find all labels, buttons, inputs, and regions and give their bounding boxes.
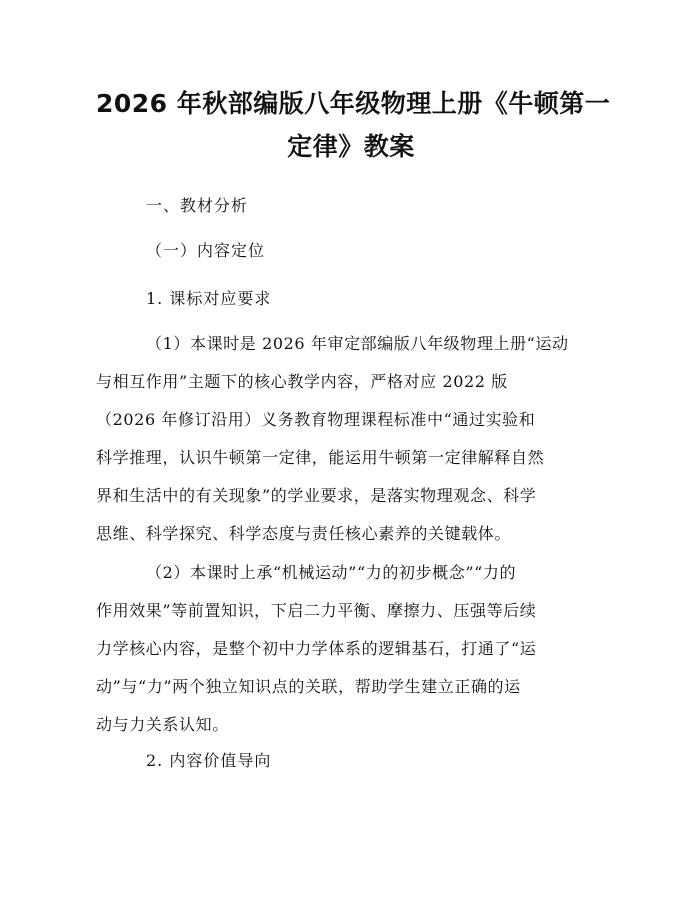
paragraph-2-line: 作用效果”等前置知识，下启二力平衡、摩擦力、压强等后续	[96, 601, 537, 620]
paragraph-1-line: 思维、科学探究、科学态度与责任核心素养的关键载体。	[96, 524, 512, 543]
paragraph-2-line: 动与力关系认知。	[96, 715, 229, 734]
paragraph-2-line: 力学核心内容，是整个初中力学体系的逻辑基石，打通了“运	[96, 639, 537, 658]
paragraph-1-line: 与相互作用”主题下的核心教学内容，严格对应 2022 版	[96, 372, 508, 391]
document-title-line-2: 定律》教案	[287, 132, 415, 161]
subsection-heading-content-positioning: （一）内容定位	[146, 241, 266, 260]
paragraph-2-line: 动”与“力”两个独立知识点的关联，帮助学生建立正确的运	[96, 677, 521, 696]
document-title-line-1: 2026 年秋部编版八年级物理上册《牛顿第一	[96, 89, 611, 118]
paragraph-1-line: （2026 年修订沿用）义务教育物理课程标准中“通过实验和	[96, 410, 536, 429]
paragraph-2-line: （2）本课时上承“机械运动”“力的初步概念”“力的	[146, 563, 517, 582]
paragraph-1-line: （1）本课时是 2026 年审定部编版八年级物理上册“运动	[146, 334, 569, 353]
item-heading-content-value: 2. 内容价值导向	[146, 751, 272, 770]
item-heading-curriculum-requirements: 1. 课标对应要求	[146, 289, 272, 308]
section-heading-textbook-analysis: 一、教材分析	[146, 196, 249, 215]
paragraph-1-line: 界和生活中的有关现象”的学业要求，是落实物理观念、科学	[96, 486, 537, 505]
paragraph-1-line: 科学推理，认识牛顿第一定律，能运用牛顿第一定律解释自然	[96, 448, 545, 467]
